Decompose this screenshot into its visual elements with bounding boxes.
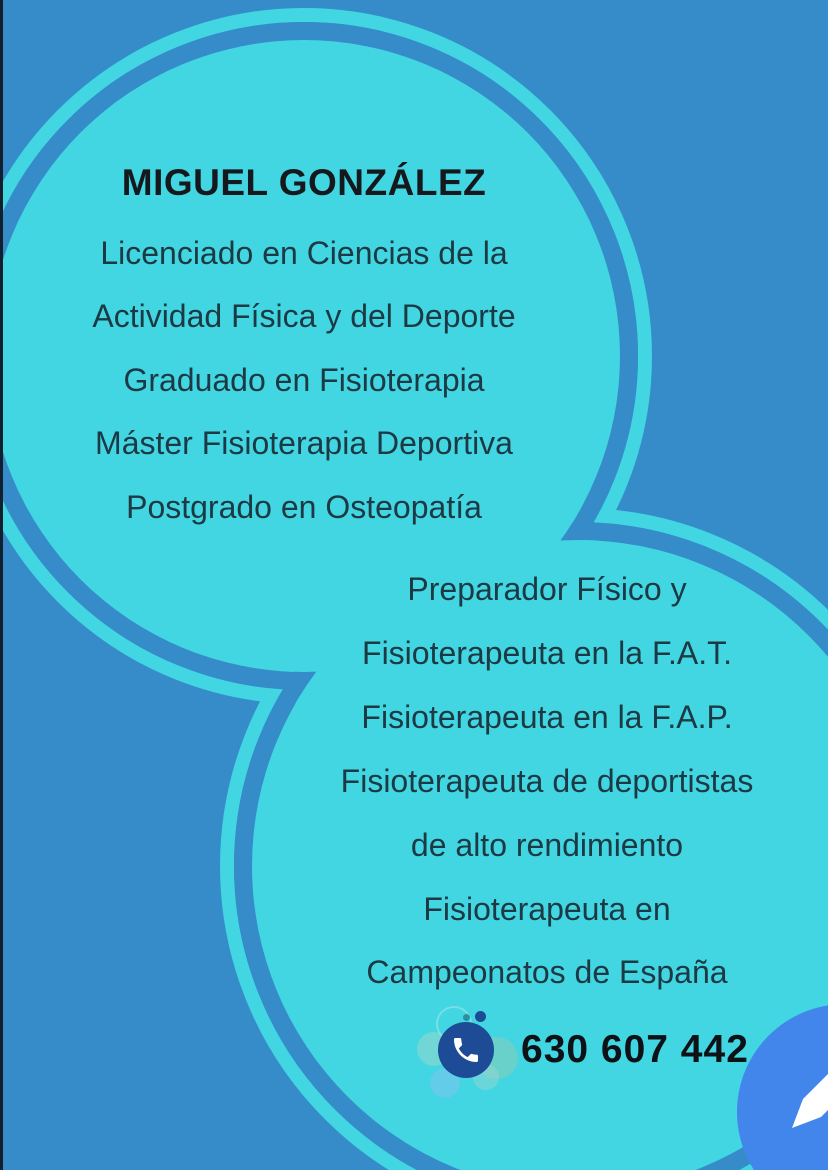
pencil-icon — [737, 1004, 828, 1170]
role-line: Fisioterapeuta de deportistas — [340, 762, 754, 799]
credential-line: Licenciado en Ciencias de la — [100, 235, 508, 271]
role-line: Preparador Físico y — [407, 571, 687, 607]
phone-number: 630 607 442 — [521, 1028, 749, 1071]
role-line: Fisioterapeuta en la F.A.P. — [361, 698, 733, 735]
credentials-list — [10, 222, 598, 539]
roles-block — [257, 558, 828, 1005]
credential-line: Postgrado en Osteopatía — [126, 488, 482, 525]
role-line: Campeonatos de España — [366, 954, 728, 991]
role-line: Fisioterapeuta en la F.A.T. — [362, 634, 732, 671]
screen-edge-line — [0, 0, 3, 1170]
credential-line: Graduado en Fisioterapia — [123, 361, 485, 398]
edit-button[interactable] — [737, 1004, 828, 1170]
role-line: de alto rendimiento — [410, 826, 684, 863]
deco-dot — [463, 1014, 470, 1021]
contact-row — [415, 1005, 755, 1097]
credentials-block — [10, 158, 598, 539]
role-line: Fisioterapeuta en — [423, 890, 671, 927]
deco-dot — [475, 1011, 486, 1022]
credential-line: Máster Fisioterapia Deportiva — [95, 425, 513, 462]
credential-line: Actividad Física y del Deporte — [92, 298, 516, 335]
phone-icon — [438, 1022, 494, 1078]
person-name: MIGUEL GONZÁLEZ — [121, 162, 487, 203]
